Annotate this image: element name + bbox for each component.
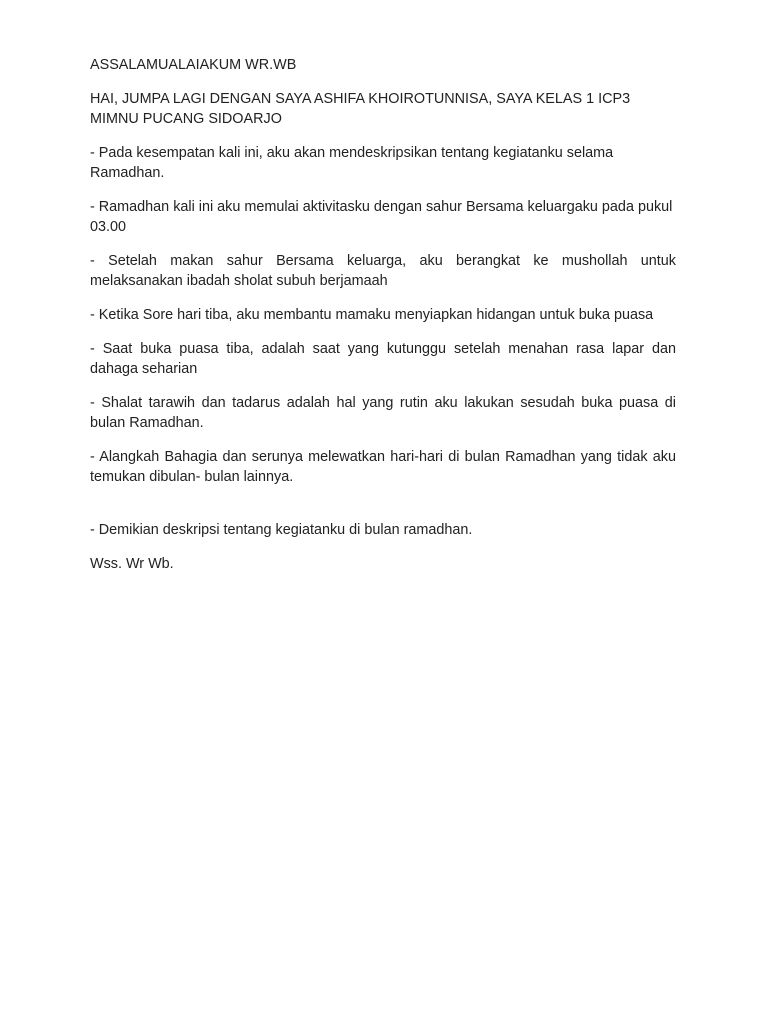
signoff-line: Wss. Wr Wb. xyxy=(90,556,174,572)
greeting-line: ASSALAMUALAIAKUM WR.WB xyxy=(90,57,297,73)
paragraph-7: - Alangkah Bahagia dan serunya melewatkan hari-hari di bulan Ramadhan yang tidak aku temukan dibulan- bulan lainnya. xyxy=(90,449,676,485)
paragraph-2: - Ramadhan kali ini aku memulai aktivitasku dengan sahur Bersama keluargaku pada pukul 03.00 xyxy=(90,199,673,235)
paragraph-3: - Setelah makan sahur Bersama keluarga, aku berangkat ke mushollah untuk melaksanakan ibadah sholat subuh berjamaah xyxy=(90,253,676,289)
paragraph-1: - Pada kesempatan kali ini, aku akan mendeskripsikan tentang kegiatanku selama Ramadhan. xyxy=(90,145,614,181)
paragraph-4: - Ketika Sore hari tiba, aku membantu mamaku menyiapkan hidangan untuk buka puasa xyxy=(90,307,654,323)
intro-paragraph: HAI, JUMPA LAGI DENGAN SAYA ASHIFA KHOIROTUNNISA, SAYA KELAS 1 ICP3 MIMNU PUCANG SIDOARJO xyxy=(90,91,631,127)
closing-paragraph: - Demikian deskripsi tentang kegiatanku di bulan ramadhan. xyxy=(90,522,473,538)
paragraph-5: - Saat buka puasa tiba, adalah saat yang kutunggu setelah menahan rasa lapar dan dahaga seharian xyxy=(90,341,676,377)
paragraph-6: - Shalat tarawih dan tadarus adalah hal yang rutin aku lakukan sesudah buka puasa di bulan Ramadhan. xyxy=(90,395,676,431)
document-body xyxy=(90,55,676,588)
